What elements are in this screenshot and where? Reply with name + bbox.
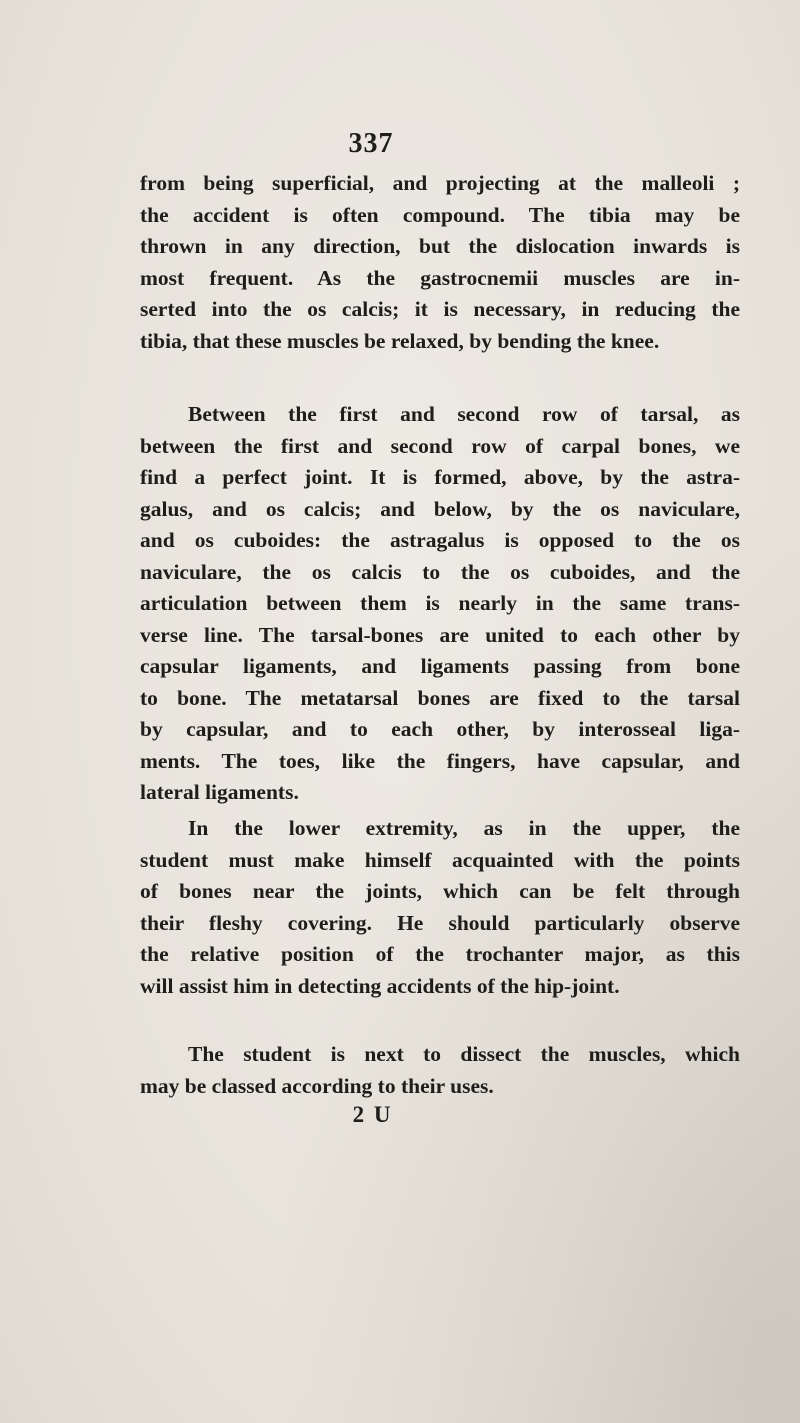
text-line: may be classed according to their uses. <box>140 1073 494 1098</box>
text-line: galus, and os calcis; and below, by the os naviculare, <box>140 496 740 521</box>
text-line: ments. The toes, like the fingers, have capsular, and <box>140 748 740 773</box>
text-line: Between the first and second row of tarsal, as <box>188 402 740 426</box>
text-line: serted into the os calcis; it is necessary, in reducing the <box>140 297 740 321</box>
paragraph-1 <box>140 168 740 357</box>
text-line: tibia, that these muscles be relaxed, by bending the knee. <box>140 328 660 353</box>
text-line: will assist him in detecting accidents of the hip-joint. <box>140 973 620 998</box>
text-line: In the lower extremity, as in the upper, the <box>188 816 740 840</box>
text-line: by capsular, and to each other, by interosseal liga- <box>140 717 740 741</box>
paragraph-3 <box>140 813 740 1002</box>
paragraph-2 <box>140 399 740 809</box>
text-line: to bone. The metatarsal bones are fixed to the tarsal <box>140 685 740 710</box>
text-line: most frequent. As the gastrocnemii muscles are in- <box>140 265 740 290</box>
text-line: The student is next to dissect the muscles, which <box>188 1042 740 1066</box>
text-line: the accident is often compound. The tibia may be <box>140 202 740 227</box>
text-line: and os cuboides: the astragalus is opposed to the os <box>140 528 740 552</box>
text-line: find a perfect joint. It is formed, above, by the astra- <box>140 465 740 489</box>
text-line: capsular ligaments, and ligaments passing from bone <box>140 654 740 678</box>
text-line: their fleshy covering. He should particularly observe <box>140 910 740 935</box>
text-line: verse line. The tarsal-bones are united to each other by <box>140 622 740 647</box>
paragraph-4 <box>140 1039 740 1102</box>
page-number: 337 <box>348 128 394 159</box>
text-line: naviculare, the os calcis to the os cuboides, and the <box>140 559 740 584</box>
text-line: between the first and second row of carpal bones, we <box>140 433 740 458</box>
signature-mark: 2 U <box>352 1102 393 1127</box>
text-line: from being superficial, and projecting at the malleoli ; <box>140 171 740 195</box>
text-line: the relative position of the trochanter major, as this <box>140 942 740 966</box>
text-line: lateral ligaments. <box>140 780 299 804</box>
text-line: student must make himself acquainted with the points <box>140 847 740 872</box>
text-line: articulation between them is nearly in the same trans- <box>140 591 740 615</box>
text-line: thrown in any direction, but the dislocation inwards is <box>140 234 740 258</box>
text-line: of bones near the joints, which can be felt through <box>140 879 740 903</box>
